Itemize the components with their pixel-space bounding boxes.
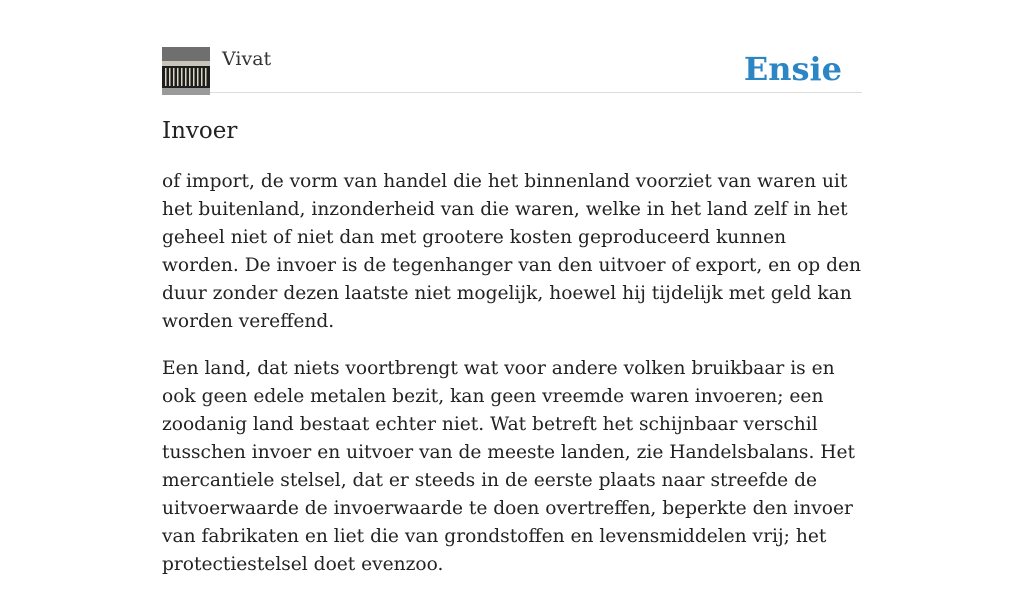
article-paragraph: Een land, dat niets voortbrengt wat voor andere volken bruikbaar is en ook geen edele metalen bezit, kan geen vreemde waren invoeren; een zoodanig land bestaat echter niet. Wat betreft het schijnbaar verschil tusschen invoer en uitvoer van de meeste landen, zie Handelsbalans. Het mercantiele stelsel, dat er steeds in de eerste plaats naar streefde de uitvoerwaarde de invoerwaarde te doen overtreffen, beperkte den invoer van fabrikaten en liet die van grondstoffen en levensmiddelen vrij; het protectiestelsel doet evenzoo. xyxy=(162,358,855,575)
page-title: Invoer xyxy=(162,118,238,144)
bookshelf-avatar-icon xyxy=(162,47,210,95)
site-header xyxy=(162,47,862,93)
brand-logo[interactable]: Ensie xyxy=(743,50,842,88)
article-body xyxy=(162,168,862,598)
article-paragraph: of import, de vorm van handel die het binnenland voorziet van waren uit het buitenland, inzonderheid van die waren, welke in het land zelf in het geheel niet of niet dan met grootere kosten geproduceerd kunnen worden. De invoer is de tegenhanger van den uitvoer of export, en op den duur zonder dezen laatste niet mogelijk, hoewel hij tijdelijk met geld kan worden vereffend. xyxy=(162,171,861,332)
source-avatar[interactable] xyxy=(162,47,210,95)
source-name[interactable]: Vivat xyxy=(222,48,272,70)
